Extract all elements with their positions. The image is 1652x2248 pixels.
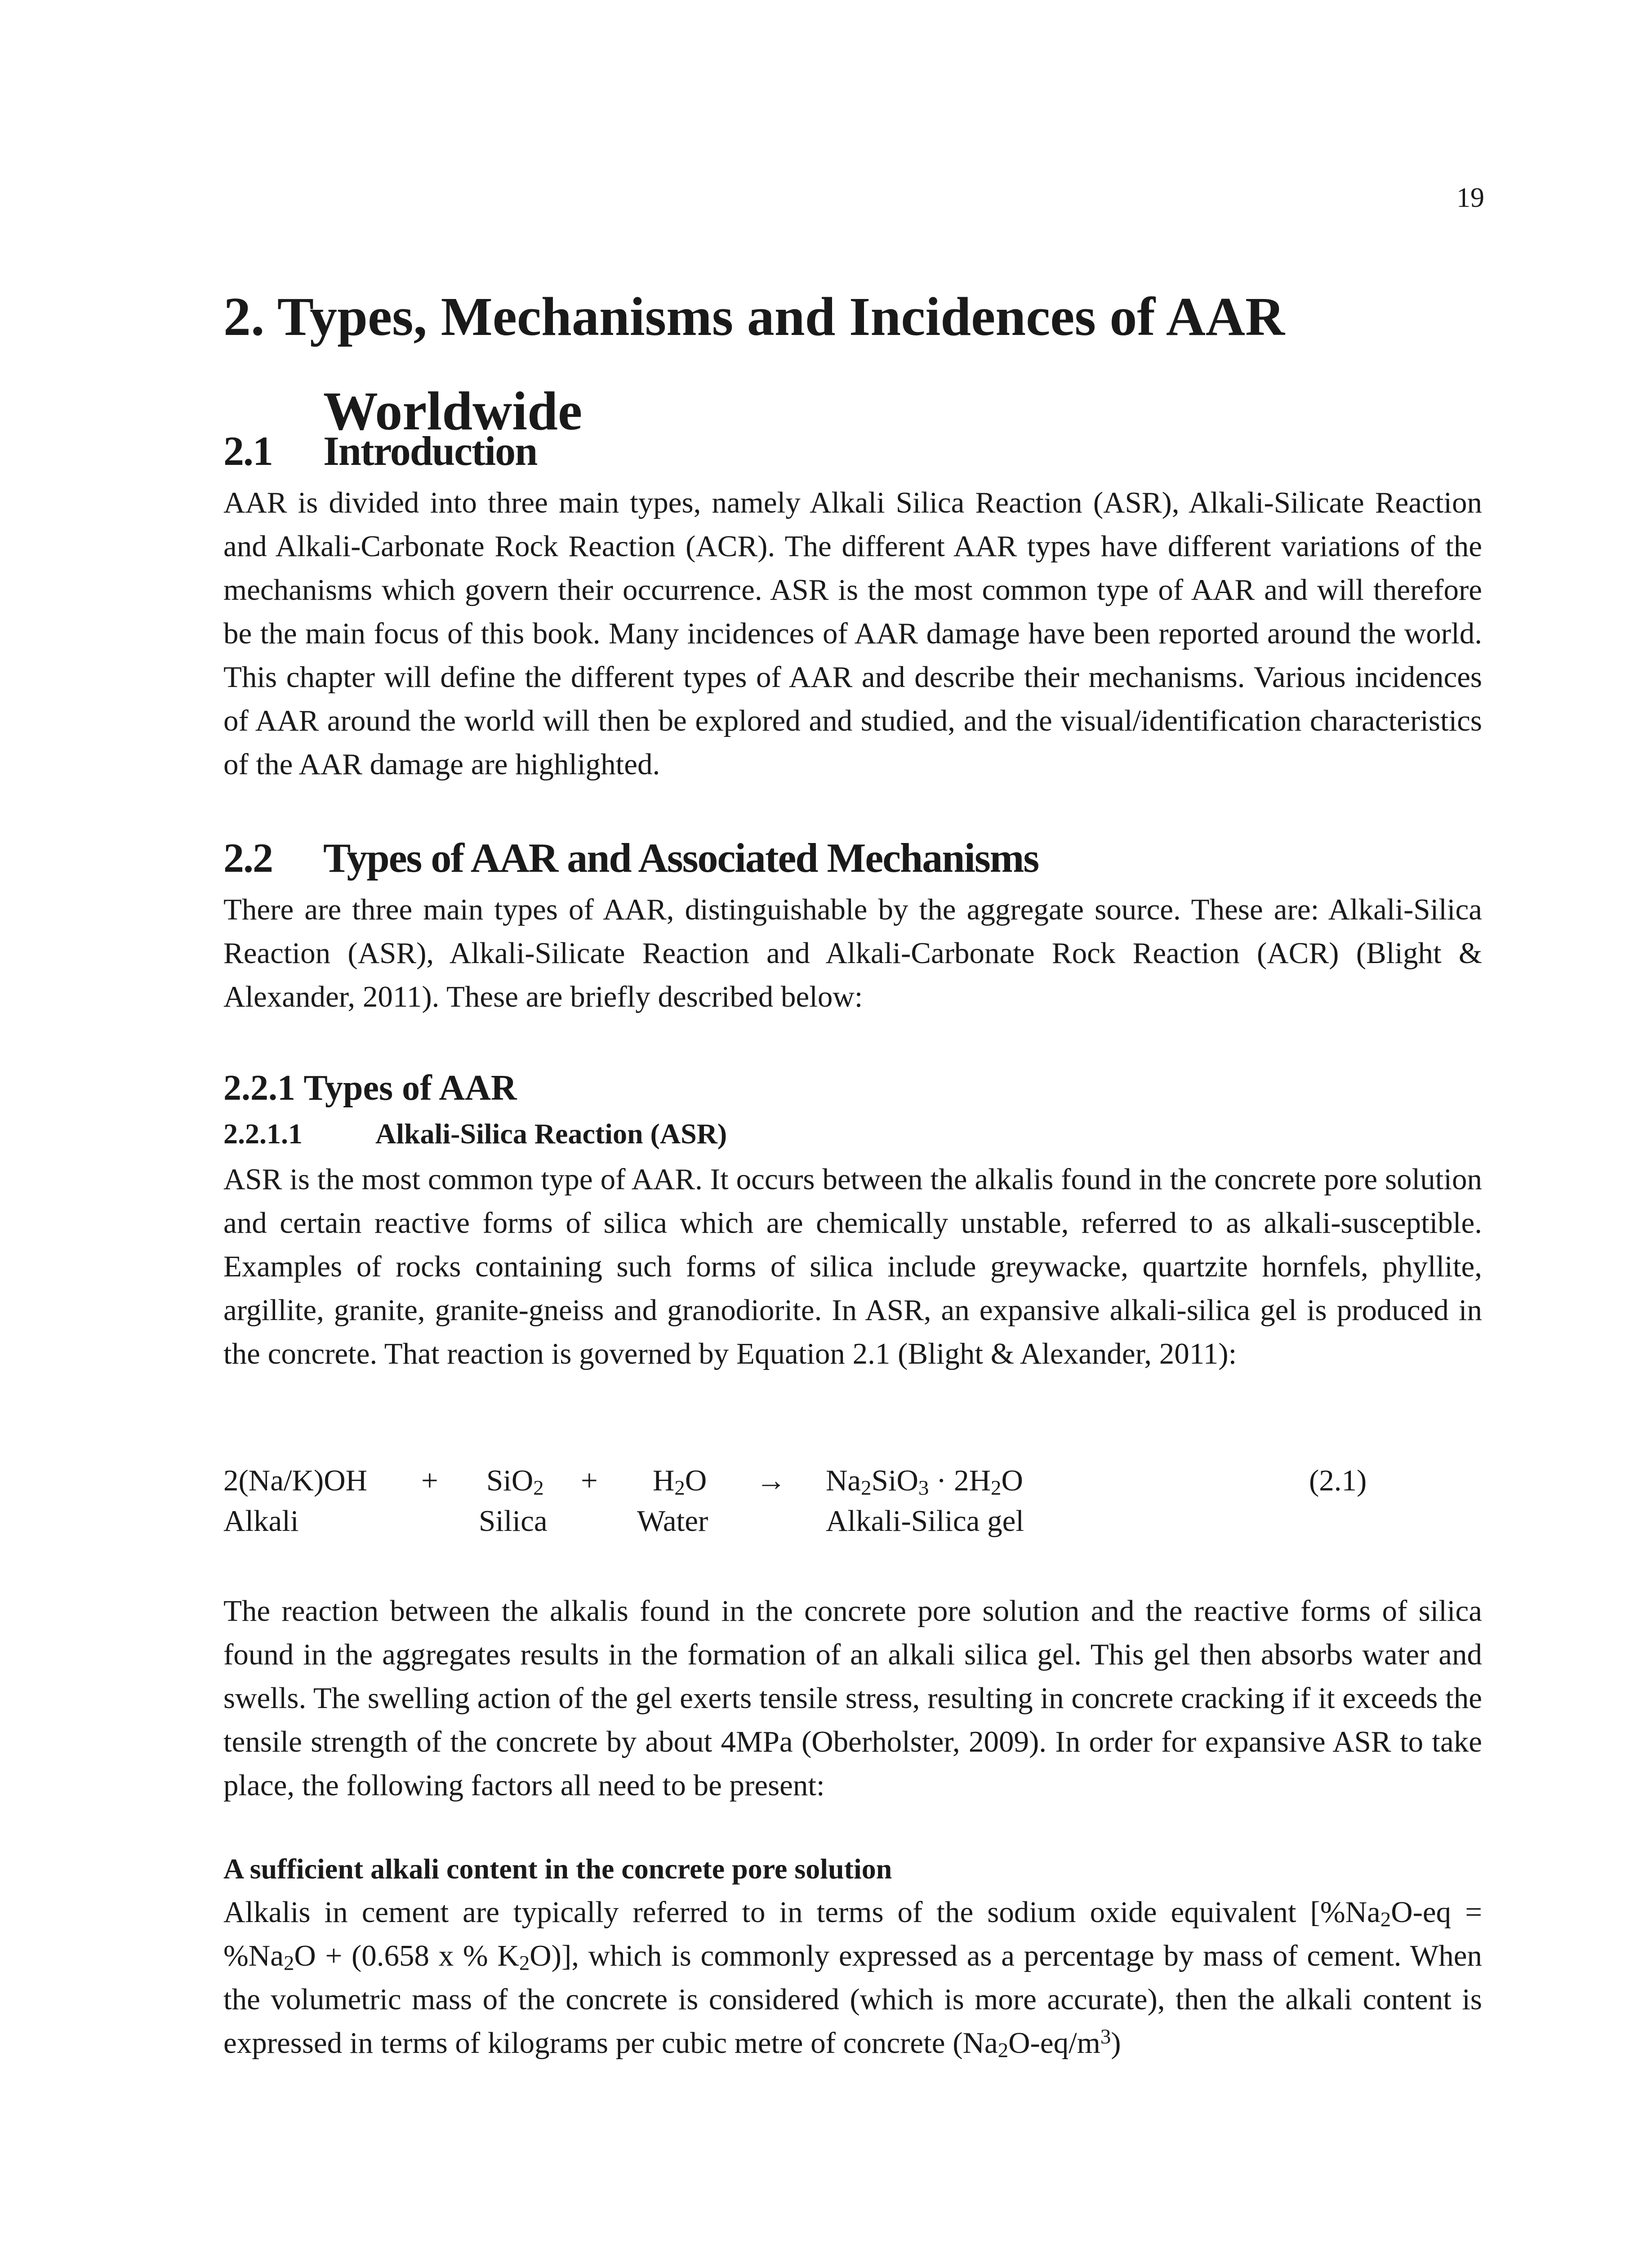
section-2-2-heading — [223, 834, 1038, 882]
equation-formula-row — [223, 1463, 1482, 1504]
equation-plus: + — [581, 1464, 598, 1497]
equation-label-row — [223, 1504, 1482, 1544]
equation-label-gel: Alkali-Silica gel — [826, 1504, 1024, 1538]
section-number: 2.2.1.1 — [223, 1118, 303, 1150]
section-title: Introduction — [323, 428, 537, 474]
introduction-paragraph: AAR is divided into three main types, namely Alkali Silica Reaction (ASR), Alkali-Silicate Reaction and Alkali-Carbonate Rock Reaction (ACR). The different AAR types have different variations of the mechanisms which govern their occurrence. ASR is the most common type of AAR and will therefore be the main focus of this book. Many incidences of AAR damage have been reported around the world. This chapter will define the different types of AAR and describe their mechanisms. Various incidences of AAR around the world will then be explored and studied, and the visual/identification characteristics of the AAR damage are highlighted. — [223, 486, 1482, 781]
reaction-paragraph: The reaction between the alkalis found in the concrete pore solution and the reactive forms of silica found in the aggregates results in the formation of an alkali silica gel. This gel then absorbs water and swells. The swelling action of the gel exerts tensile stress, resulting in concrete cracking if it exceeds the tensile strength of the concrete by about 4MPa (Oberholster, 2009). In order for expansive ASR to take place, the following factors all need to be present: — [223, 1594, 1482, 1802]
chapter-title-line1: 2. Types, Mechanisms and Incidences of AAR — [223, 286, 1285, 347]
equation-plus: + — [421, 1464, 438, 1497]
section-2-1-heading — [223, 427, 537, 475]
chapter-title-line2: Worldwide — [323, 381, 583, 442]
section-number: 2.2 — [223, 835, 272, 881]
equation-label-water: Water — [637, 1504, 708, 1538]
equation-label-alkali: Alkali — [223, 1504, 299, 1538]
section-title: Alkali-Silica Reaction (ASR) — [375, 1118, 727, 1150]
section-2-2-1-heading: 2.2.1 Types of AAR — [223, 1068, 517, 1108]
equation-reactant-water: $H_2O$ — [653, 1464, 707, 1500]
section-title: Types of AAR and Associated Mechanisms — [323, 835, 1039, 881]
equation-product-gel: $Na_2SiO_3 \cdot 2H_2O$ — [826, 1464, 1023, 1500]
asr-paragraph: ASR is the most common type of AAR. It occurs between the alkalis found in the concrete pore solution and certain reactive forms of silica which are chemically unstable, referred to as alkali-susceptible. Examples of rocks containing such forms of silica include greywacke, quartzite hornfels, phyllite, argillite, granite, granite-gneiss and granodiorite. In ASR, an expansive alkali-silica gel is produced in the concrete. That reaction is governed by Equation 2.1 (Blight & Alexander, 2011): — [223, 1163, 1482, 1370]
equation-reactant-silica: SiO$_2$ — [486, 1464, 544, 1500]
alkali-content-subheading: A sufficient alkali content in the concrete pore solution — [223, 1853, 892, 1885]
equation-number: (2.1) — [1309, 1464, 1367, 1497]
section-number: 2.1 — [223, 428, 272, 474]
page-number: 19 — [1456, 183, 1484, 213]
equation-reactant-alkali: 2(Na/K)OH — [223, 1464, 368, 1497]
section-2-2-1-1-heading — [223, 1117, 727, 1151]
equation-label-silica: Silica — [479, 1504, 548, 1538]
alkali-content-paragraph: Alkalis in cement are typically referred to in terms of the sodium oxide equivalent [$\%Na_2O-eq = \%Na_2O + (0.658$ x % $K_2O$)], which is commonly expressed as a percentage by mass of cement. When the volumetric mass of the concrete is considered (which is more accurate), then the alkali content is expressed in terms of kilograms per cubic metre of concrete $(Na_2O-eq/m^3)$ — [223, 1896, 1482, 2062]
types-paragraph: There are three main types of AAR, distinguishable by the aggregate source. These are: Alkali-Silica Reaction (ASR), Alkali-Silicate Reaction and Alkali-Carbonate Rock Reaction (ACR) (Blight & Alexander, 2011). These are briefly described below: — [223, 893, 1482, 1013]
equation-arrow: → — [756, 1464, 786, 1497]
